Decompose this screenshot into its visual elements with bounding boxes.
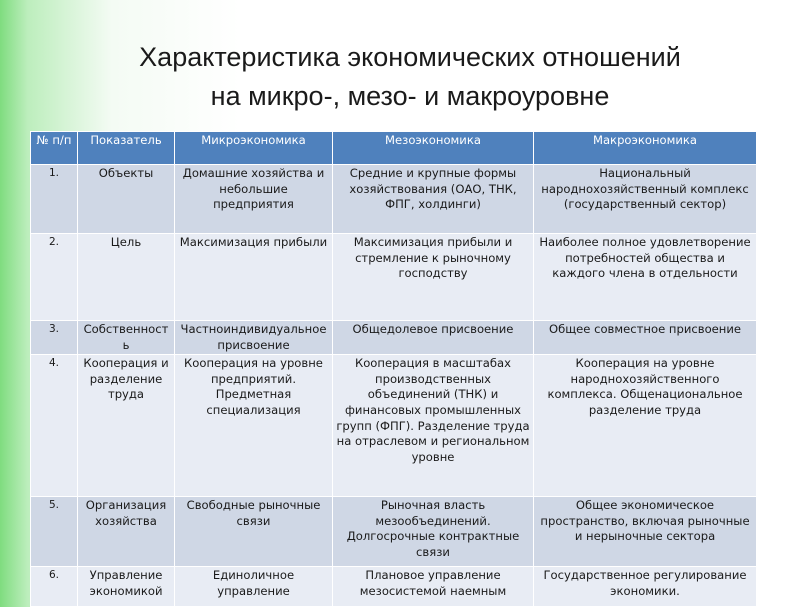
cell-micro: Частноиндивидуальное присвоение [175,321,333,355]
cell-micro: Домашние хозяйства и небольшие предприятия [175,165,333,234]
cell-macro: Общее экономическое пространство, включая рыночные и нерыночные сектора [534,497,757,567]
cell-micro: Свободные рыночные связи [175,497,333,567]
cell-meso: Средние и крупные формы хозяйствования (ОАО, ТНК, ФПГ, холдинги) [333,165,534,234]
cell-micro: Кооперация на уровне предприятий. Предметная специализация [175,355,333,497]
cell-indicator: Управление экономикой [78,567,175,607]
cell-macro: Наиболее полное удовлетворение потребностей общества и каждого члена в отдельности [534,234,757,321]
header-num: № п/п [31,132,78,165]
cell-macro: Общее совместное присвоение [534,321,757,355]
slide-title-line2: на микро-, мезо- и макроуровне [210,81,610,111]
comparison-table [30,131,757,607]
slide-title [40,38,780,116]
cell-meso: Общедолевое присвоение [333,321,534,355]
header-meso: Мезоэкономика [333,132,534,165]
cell-macro: Государственное регулирование экономики. [534,567,757,607]
cell-meso: Рыночная власть мезообъединений. Долгосрочные контрактные связи [333,497,534,567]
cell-indicator: Организация хозяйства [78,497,175,567]
table-header-row [31,132,757,165]
cell-indicator: Цель [78,234,175,321]
header-macro: Макроэкономика [534,132,757,165]
cell-num: 4. [31,355,78,497]
cell-meso: Кооперация в масштабах производственных объединений (ТНК) и финансовых промышленных групп (ФПГ). Разделение труда на отраслевом и региональном уровне [333,355,534,497]
cell-meso: Максимизация прибыли и стремление к рыночному господству [333,234,534,321]
table-row [31,234,757,321]
cell-indicator: Объекты [78,165,175,234]
cell-num: 6. [31,567,78,607]
cell-macro: Национальный народнохозяйственный комплекс (государственный сектор) [534,165,757,234]
table-row [31,165,757,234]
cell-indicator: Собственность [78,321,175,355]
cell-num: 1. [31,165,78,234]
cell-num: 5. [31,497,78,567]
table-row [31,567,757,607]
cell-num: 2. [31,234,78,321]
cell-meso: Плановое управление мезосистемой наемным [333,567,534,607]
table-row [31,497,757,567]
cell-num: 3. [31,321,78,355]
slide-title-line1: Характеристика экономических отношений [139,42,681,72]
header-indicator: Показатель [78,132,175,165]
cell-macro: Кооперация на уровне народнохозяйственного комплекса. Общенациональное разделение труда [534,355,757,497]
table-row [31,355,757,497]
cell-micro: Единоличное управление [175,567,333,607]
cell-micro: Максимизация прибыли [175,234,333,321]
table-row [31,321,757,355]
header-micro: Микроэкономика [175,132,333,165]
cell-indicator: Кооперация и разделение труда [78,355,175,497]
